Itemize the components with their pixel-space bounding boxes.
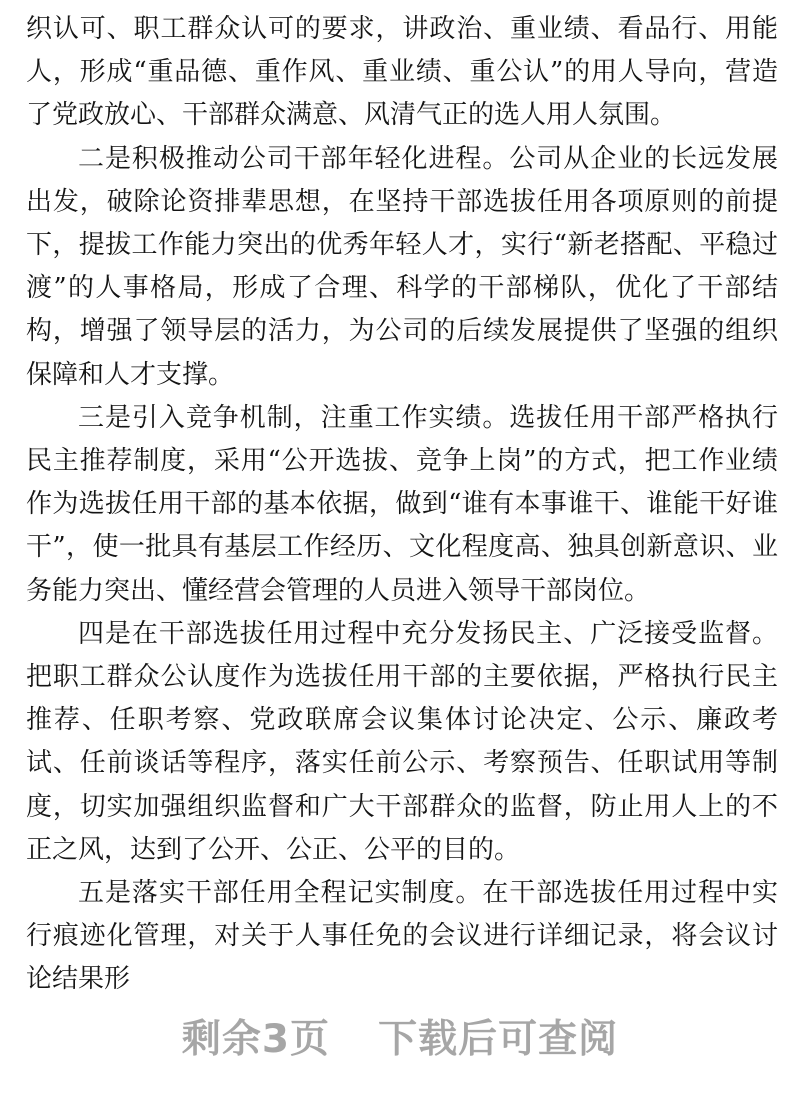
paragraph-competition-mechanism: 三是引入竞争机制，注重工作实绩。选拔任用干部严格执行民主推荐制度，采用“公开选拔、竞争上岗”的方式，把工作业绩作为选拔任用干部的基本依据，做到“谁有本事谁干、谁能干好谁干”，使一批具有基层工作经历、文化程度高、独具创新意识、业务能力突出、懂经营会管理的人员进入领导干部岗位。 — [26, 402, 778, 606]
remaining-pages-banner[interactable] — [0, 1008, 800, 1064]
document-body — [26, 8, 778, 1002]
paragraph-democracy-supervision: 四是在干部选拔任用过程中充分发扬民主、广泛接受监督。把职工群众公认度作为选拔任用干部的主要依据，严格执行民主推荐、任职考察、党政联席会议集体讨论决定、公示、廉政考试、任前谈话等程序，落实任前公示、考察预告、任职试用等制度，切实加强组织监督和广大干部群众的监督，防止用人上的不正之风，达到了公开、公正、公平的目的。 — [26, 618, 778, 865]
remaining-pages-label: 剩余3页 — [181, 1017, 331, 1062]
download-to-view-label: 下载后可查阅 — [378, 1017, 619, 1062]
paragraph-cadre-rejuvenation: 二是积极推动公司干部年轻化进程。公司从企业的长远发展出发，破除论资排辈思想，在坚持干部选拔任用各项原则的前提下，提拔工作能力突出的优秀年轻人才，实行“新老搭配、平稳过渡”的人事格局，形成了合理、科学的干部梯队，优化了干部结构，增强了领导层的活力，为公司的后续发展提供了坚强的组织保障和人才支撑。 — [26, 143, 778, 390]
paragraph-continued: 织认可、职工群众认可的要求，讲政治、重业绩、看品行、用能人，形成“重品德、重作风、重业绩、重公认”的用人导向，营造了党政放心、干部群众满意、风清气正的选人用人氛围。 — [26, 14, 778, 131]
paragraph-record-system: 五是落实干部任用全程记实制度。在干部选拔任用过程中实行痕迹化管理，对关于人事任免的会议进行详细记录，将会议讨论结果形 — [26, 878, 778, 995]
